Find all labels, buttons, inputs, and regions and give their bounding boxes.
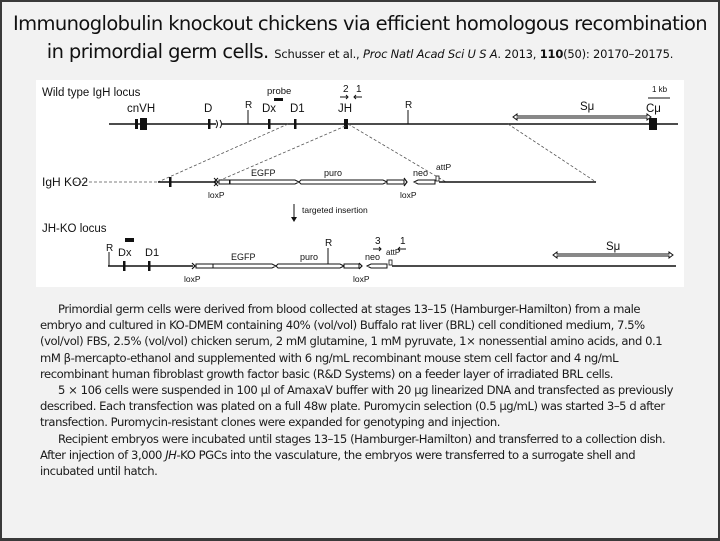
wt-r1: R [245, 100, 253, 111]
paragraph-injection-gene: JH [165, 447, 177, 462]
paragraph-injection [40, 431, 680, 480]
citation-authors: Schusser et al., [274, 47, 363, 61]
jhko-neo: neo [365, 252, 381, 262]
jhko-egfp: EGFP [231, 252, 256, 262]
wt-cmu: Cμ [646, 103, 661, 115]
citation-pages: (50): 20170–20175. [563, 47, 674, 61]
jhko-loxp1: loxP [184, 274, 201, 284]
citation-volume: 110 [539, 47, 564, 61]
jhko-attp: attP [386, 248, 401, 257]
jhko-r1: R [106, 243, 114, 254]
wt-jh: JH [338, 103, 353, 115]
ko2-neo: neo [413, 168, 429, 178]
targeted-insertion-label: targeted insertion [302, 205, 368, 215]
paragraph-injection-part2: -KO PGCs into the vasculature, the embryos were transferred to a surrogate shell and incubated until hatch. [40, 447, 636, 479]
slide-title-line2 [0, 40, 720, 63]
wt-smu: Sμ [580, 101, 595, 113]
slide-title-part2: in primordial germ cells. [46, 40, 269, 63]
ko2-loxp1: loxP [208, 190, 225, 200]
citation [274, 47, 673, 61]
jhko-r2: R [325, 238, 333, 249]
wt-primer-2: 2 [343, 84, 349, 95]
wt-dx: Dx [262, 103, 277, 115]
paragraph-transfection: 5 × 106 cells were suspended in 100 µl of AmaxaV buffer with 20 µg linearized DNA and transfected as previously described. Each transfection was plated on a full 48w plate. Puromycin selection (0.5 µg/mL) was started 3–5 d after transfection. Puromycin-resistant clones were expanded for genotyping and injection. [40, 383, 674, 430]
paragraph-injection-part1: Recipient embryos were incubated until stages 13–15 (Hamburger-Hamilton) and transferred to a collection dish. After injection of 3,000 [40, 431, 666, 462]
jhko-puro: puro [300, 252, 319, 262]
ko2-label: IgH KO2 [42, 175, 89, 189]
methods-text [40, 301, 680, 479]
wt-probe-label: probe [267, 86, 292, 97]
igh-locus-diagram [36, 80, 684, 287]
ko2-puro: puro [324, 168, 343, 178]
wt-r2: R [405, 100, 413, 111]
ko2-loxp2: loxP [400, 190, 417, 200]
ko2-egfp: EGFP [251, 168, 276, 178]
jhko-dx: Dx [118, 247, 132, 259]
wt-primer-1: 1 [356, 84, 362, 95]
wt-label: Wild type IgH locus [42, 87, 141, 99]
scale-label: 1 kb [652, 85, 668, 94]
paragraph-pgc-culture: Primordial germ cells were derived from blood collected at stages 13–15 (Hamburger-Hamilton) from a male embryo and cultured in KO-DMEM containing 40% (vol/vol) Buffalo rat liver (BRL) cell conditioned medium, 7.5% (vol/vol) FBS, 2.5% (vol/vol) chicken serum, 2 mM glutamine, 1 mM pyruvate, 1× nonessential amino acids, and 0.1 mM β-mercapto-ethanol and supplemented with 6 ng/mL recombinant mouse stem cell factor and 4 ng/mL recombinant human fibroblast growth factor basic (R&D Systems) on a feeder layer of irradiated BRL cells. [40, 302, 663, 381]
wt-cnvh: cnVH [127, 103, 156, 115]
jhko-loxp2: loxP [353, 274, 370, 284]
wt-d1: D1 [290, 103, 305, 115]
jhko-primer-1: 1 [400, 236, 406, 247]
slide-title-line1: Immunoglobulin knockout chickens via efficient homologous recombination [12, 12, 708, 35]
citation-year: . 2013, [497, 47, 540, 61]
wt-d: D [204, 103, 213, 115]
jhko-label: JH-KO locus [42, 223, 107, 235]
ko2-attp: attP [436, 162, 452, 172]
citation-journal: Proc Natl Acad Sci U S A [362, 47, 498, 61]
jhko-primer-3: 3 [375, 236, 381, 247]
jhko-smu: Sμ [606, 241, 621, 253]
jhko-d1: D1 [145, 247, 160, 259]
